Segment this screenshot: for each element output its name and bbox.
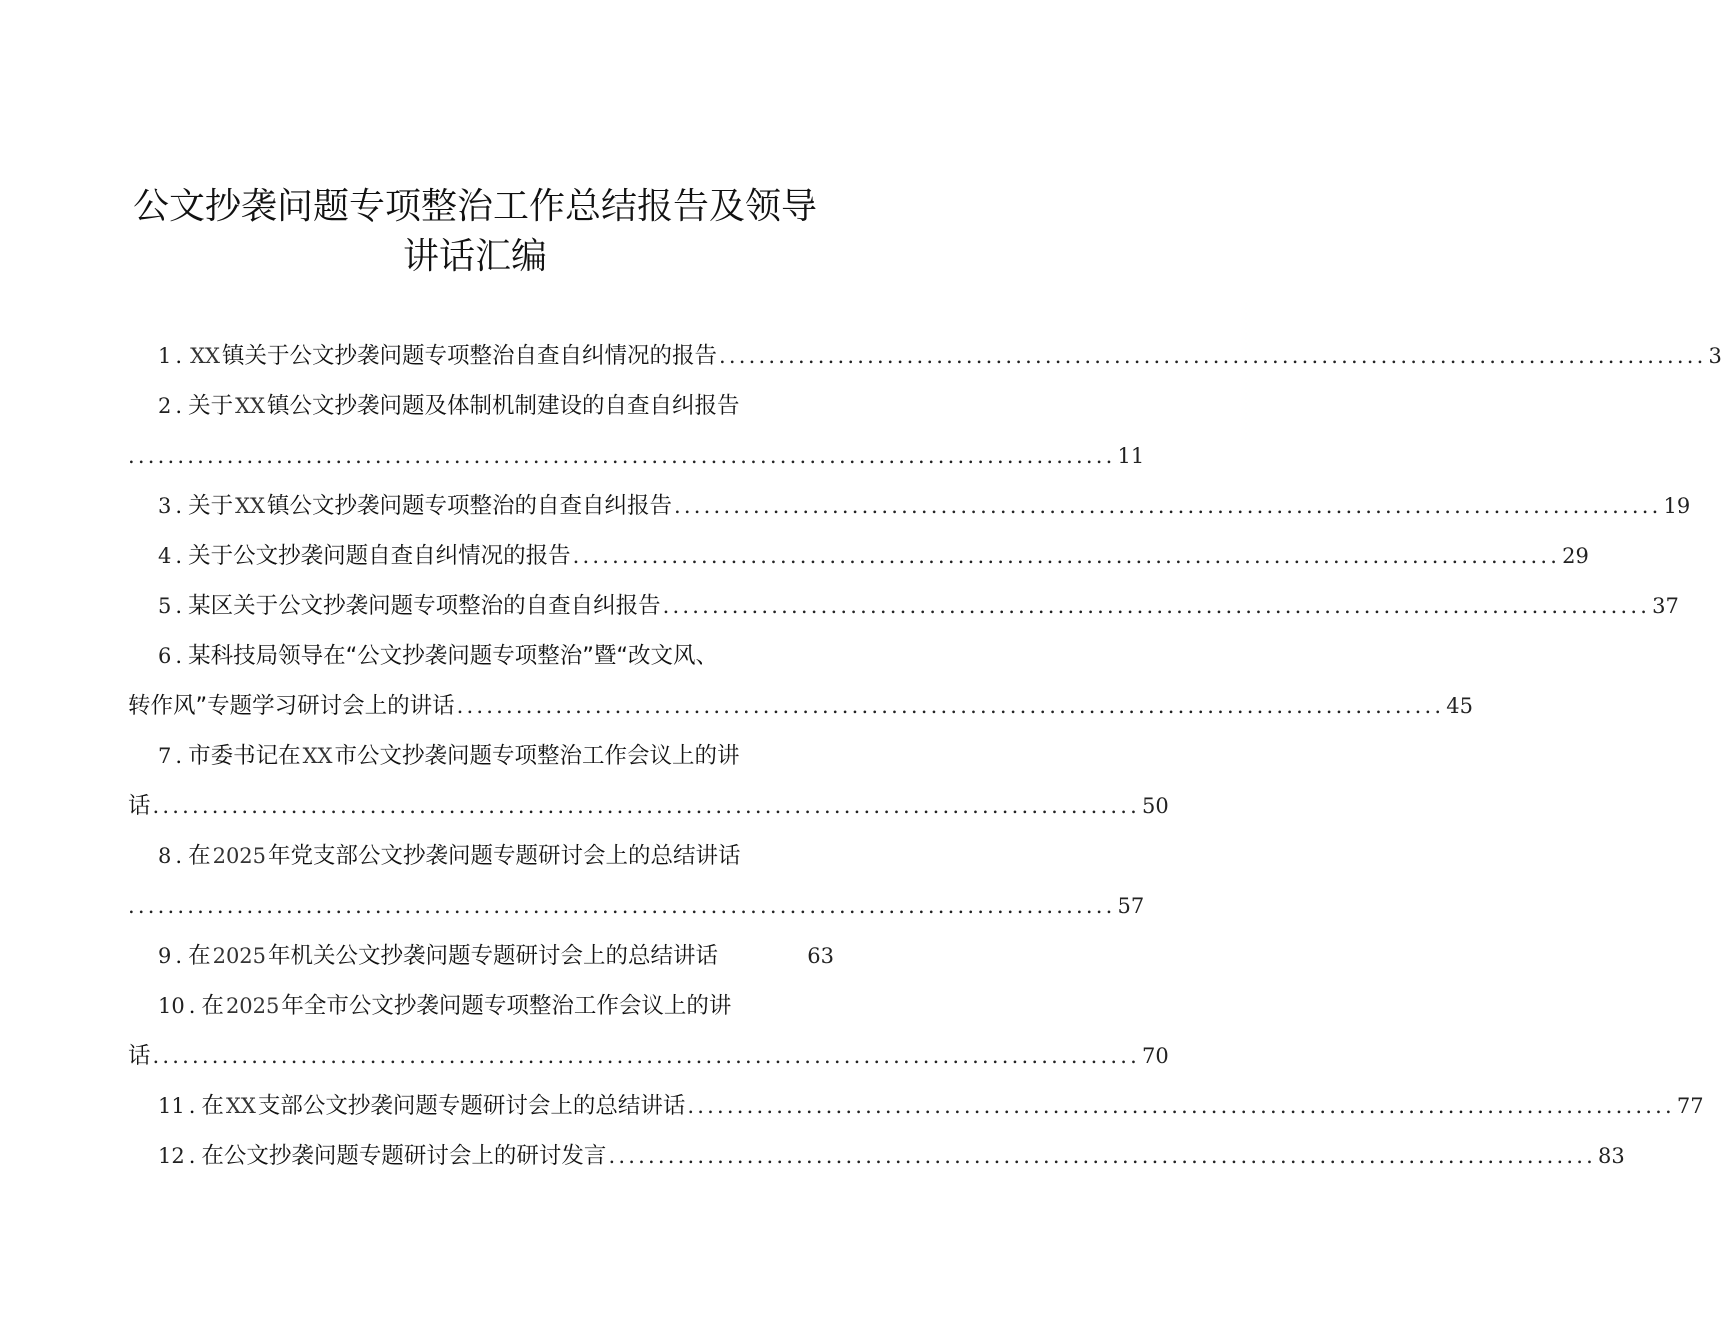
toc-entry-10[interactable] [128, 990, 834, 1022]
document-title-line1: 公文抄袭问题专项整治工作总结报告及领导 [132, 186, 817, 227]
toc-entry-title: 在2025年机关公文抄袭问题专题研讨会上的总结讲话 [188, 943, 719, 969]
toc-number-dot: . [175, 644, 183, 668]
toc-entry-title: 关于公文抄袭问题自查自纠情况的报告 [188, 543, 571, 569]
toc-entry-8[interactable] [128, 840, 834, 872]
toc-entry-page: 77 [1676, 1094, 1704, 1118]
toc-entry-page: 70 [1142, 1044, 1169, 1068]
toc-entry-8-continued[interactable] [128, 890, 1145, 922]
toc-entry-2[interactable] [128, 390, 834, 422]
toc-entry-page: 29 [1562, 544, 1589, 568]
toc-number-dot: . [175, 494, 183, 518]
toc-entry-title-continued: 话 [128, 793, 151, 819]
toc-entry-title: 在公文抄袭问题专题研讨会上的研讨发言 [201, 1143, 607, 1169]
toc-entry-number: 10 [158, 994, 185, 1018]
toc-entry-number: 4 [158, 544, 172, 568]
toc-entry-number: 1 [158, 344, 172, 368]
toc-leader-dots: .................................................................................................... [128, 444, 1116, 468]
toc-entry-title-continued: 转作风”专题学习研讨会上的讲话 [128, 693, 455, 719]
toc-entry-title: XX镇关于公文抄袭问题专项整治自查自纠情况的报告 [190, 343, 717, 369]
toc-entry-title: 在2025年全市公文抄袭问题专项整治工作会议上的讲 [201, 993, 732, 1019]
toc-number-dot: . [175, 944, 183, 968]
toc-entry-page: 37 [1652, 594, 1679, 618]
toc-entry-title: 在XX支部公文抄袭问题专题研讨会上的总结讲话 [201, 1093, 686, 1119]
toc-entry-6[interactable] [128, 640, 834, 672]
toc-entry-number: 2 [158, 394, 172, 418]
toc-entry-9[interactable] [128, 940, 834, 972]
toc-entry-number: 5 [158, 594, 172, 618]
toc-entry-page: 19 [1663, 494, 1691, 518]
toc-entry-title: 关于XX镇公文抄袭问题及体制机制建设的自查自纠报告 [188, 393, 740, 419]
toc-entry-page: 57 [1117, 894, 1145, 918]
toc-entry-title: 某区关于公文抄袭问题专项整治的自查自纠报告 [188, 593, 661, 619]
toc-number-dot: . [175, 594, 183, 618]
toc-entry-1[interactable] [128, 340, 1722, 372]
toc-entry-7[interactable] [128, 740, 834, 772]
toc-number-dot: . [188, 994, 196, 1018]
toc-entry-page: 63 [807, 944, 834, 968]
toc-entry-page: 3 [1708, 344, 1722, 368]
toc-entry-11[interactable] [128, 1090, 1704, 1122]
toc-entry-number: 12 [158, 1144, 185, 1168]
document-title-line2: 讲话汇编 [402, 236, 547, 277]
toc-entry-page: 83 [1597, 1144, 1625, 1168]
toc-entry-number: 9 [158, 944, 172, 968]
toc-entry-title-continued: 话 [128, 1043, 151, 1069]
toc-entry-5[interactable] [128, 590, 1679, 622]
toc-entry-10-continued[interactable] [128, 1040, 1169, 1072]
toc-entry-title: 关于XX镇公文抄袭问题专项整治的自查自纠报告 [188, 493, 672, 519]
toc-leader-dots: .................................................................................................... [608, 1144, 1596, 1168]
toc-number-dot: . [175, 544, 183, 568]
toc-entry-2-continued[interactable] [128, 440, 1145, 472]
toc-entry-6-continued[interactable] [128, 690, 1473, 722]
toc-leader-dots: .................................................................................................... [572, 544, 1561, 568]
toc-entry-number: 7 [158, 744, 172, 768]
toc-number-dot: . [175, 344, 183, 368]
toc-entry-12[interactable] [128, 1140, 1625, 1172]
toc-entry-number: 11 [158, 1094, 185, 1118]
toc-entry-4[interactable] [128, 540, 1589, 572]
toc-number-dot: . [188, 1144, 196, 1168]
toc-leader-dots: .................................................................................................... [456, 694, 1445, 718]
toc-entry-title: 市委书记在XX市公文抄袭问题专项整治工作会议上的讲 [188, 743, 740, 769]
toc-entry-title: 某科技局领导在“公文抄袭问题专项整治”暨“改文风、 [188, 643, 719, 669]
toc-entry-number: 3 [158, 494, 172, 518]
toc-entry-page: 45 [1446, 694, 1473, 718]
toc-leader-dots: .................................................................................................... [128, 894, 1116, 918]
toc-entry-7-continued[interactable] [128, 790, 1169, 822]
toc-entry-page: 50 [1142, 794, 1169, 818]
toc-entry-number: 6 [158, 644, 172, 668]
toc-number-dot: . [175, 744, 183, 768]
toc-leader-dots: .................................................................................................... [662, 594, 1651, 618]
toc-entry-3[interactable] [128, 490, 1691, 522]
toc-number-dot: . [188, 1094, 196, 1118]
toc-entry-title: 在2025年党支部公文抄袭问题专题研讨会上的总结讲话 [188, 843, 741, 869]
toc-leader-dots: .................................................................................................... [687, 1094, 1675, 1118]
toc-entry-page: 11 [1117, 444, 1145, 468]
toc-leader-dots: .................................................................................................... [152, 794, 1141, 818]
toc-number-dot: . [175, 394, 183, 418]
toc-leader-dots: .................................................................................................... [152, 1044, 1141, 1068]
toc-number-dot: . [175, 844, 183, 868]
toc-leader-dots: .................................................................................................... [718, 344, 1707, 368]
toc-leader-dots: .................................................................................................... [674, 494, 1662, 518]
toc-entry-number: 8 [158, 844, 172, 868]
